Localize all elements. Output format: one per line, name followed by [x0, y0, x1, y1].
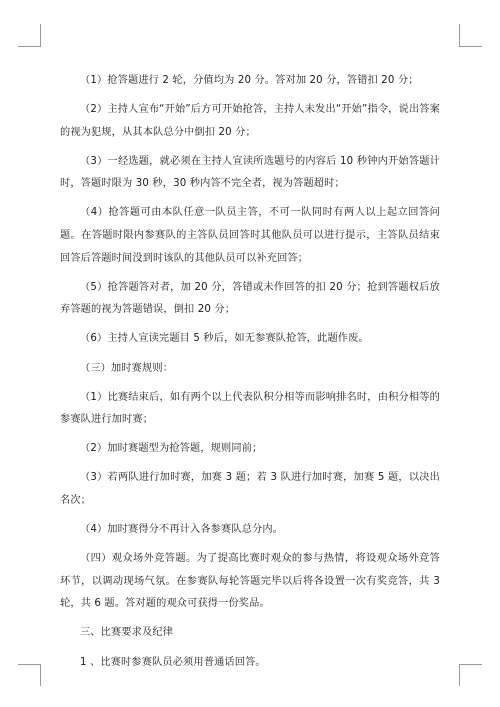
- crop-mark-bottom-right-horizontal: [459, 664, 482, 665]
- rule-paragraph: （1）比赛结束后，如有两个以上代表队积分相等而影响排名时，由积分相等的参赛队进行加时赛；: [60, 391, 440, 426]
- rule-paragraph: （5）抢答题答对者，加 20 分，答错或未作回答的扣 20 分；抢到答题权后放弃答题的视为答题错误，倒扣 20 分；: [60, 281, 440, 316]
- crop-mark-top-left-vertical: [40, 24, 41, 46]
- section-heading: （三）加时赛规则：: [80, 362, 174, 374]
- rule-paragraph: （2）加时赛题型为抢答题，规则同前；: [80, 443, 263, 455]
- crop-mark-top-right-vertical: [459, 24, 460, 46]
- section-heading: 三、比赛要求及纪律: [80, 627, 174, 639]
- crop-mark-bottom-right-vertical: [459, 664, 460, 686]
- rule-paragraph: （4）加时赛得分不再计入各参赛队总分内。: [80, 524, 284, 536]
- rule-paragraph: （6）主持人宣读完题目 5 秒后，如无参赛队抢答，此题作废。: [80, 333, 369, 345]
- rule-paragraph: 1 、比赛时参赛队员必须用普通话回答。: [80, 656, 266, 668]
- rule-paragraph: （2）主持人宣布“开始”后方可开始抢答，主持人未发出“开始”指令，说出答案的视为犯规，从其本队总分中倒扣 20 分；: [60, 104, 440, 138]
- rule-paragraph: （4）抢答题可由本队任意一队员主答，不可一队同时有两人以上起立回答问题。在答题时限内参赛队的主答队员回答时其他队员可以进行提示，主答队员结束回答后答题时间没到时该队的其他队员可以补充回答；: [60, 207, 440, 264]
- rule-paragraph: （3）一经选题，就必须在主持人宣读所选题号的内容后 10 秒钟内开始答题计时，答题时限为 30 秒，30 秒内答不完全者，视为答题超时；: [60, 155, 440, 190]
- document-body: [60, 70, 440, 681]
- crop-mark-bottom-left-vertical: [40, 664, 41, 686]
- crop-mark-top-right-horizontal: [459, 46, 482, 47]
- section-paragraph: （四）观众场外竞答题。为了提高比赛时观众的参与热情，将设观众场外竞答环节，以调动现场气氛。在参赛队每轮答题完毕以后将各设置一次有奖竞答，共 3 轮，共 6 题。答对题的观众可获得一份奖品。: [60, 553, 440, 610]
- rule-paragraph: （1）抢答题进行 2 轮，分值均为 20 分。答对加 20 分，答错扣 20 分；: [80, 75, 419, 86]
- crop-mark-bottom-left-horizontal: [18, 664, 41, 665]
- rule-paragraph: （3）若两队进行加时赛，加赛 3 题；若 3 队进行加时赛，加赛 5 题，以决出名次；: [60, 472, 440, 506]
- crop-mark-top-left-horizontal: [18, 46, 41, 47]
